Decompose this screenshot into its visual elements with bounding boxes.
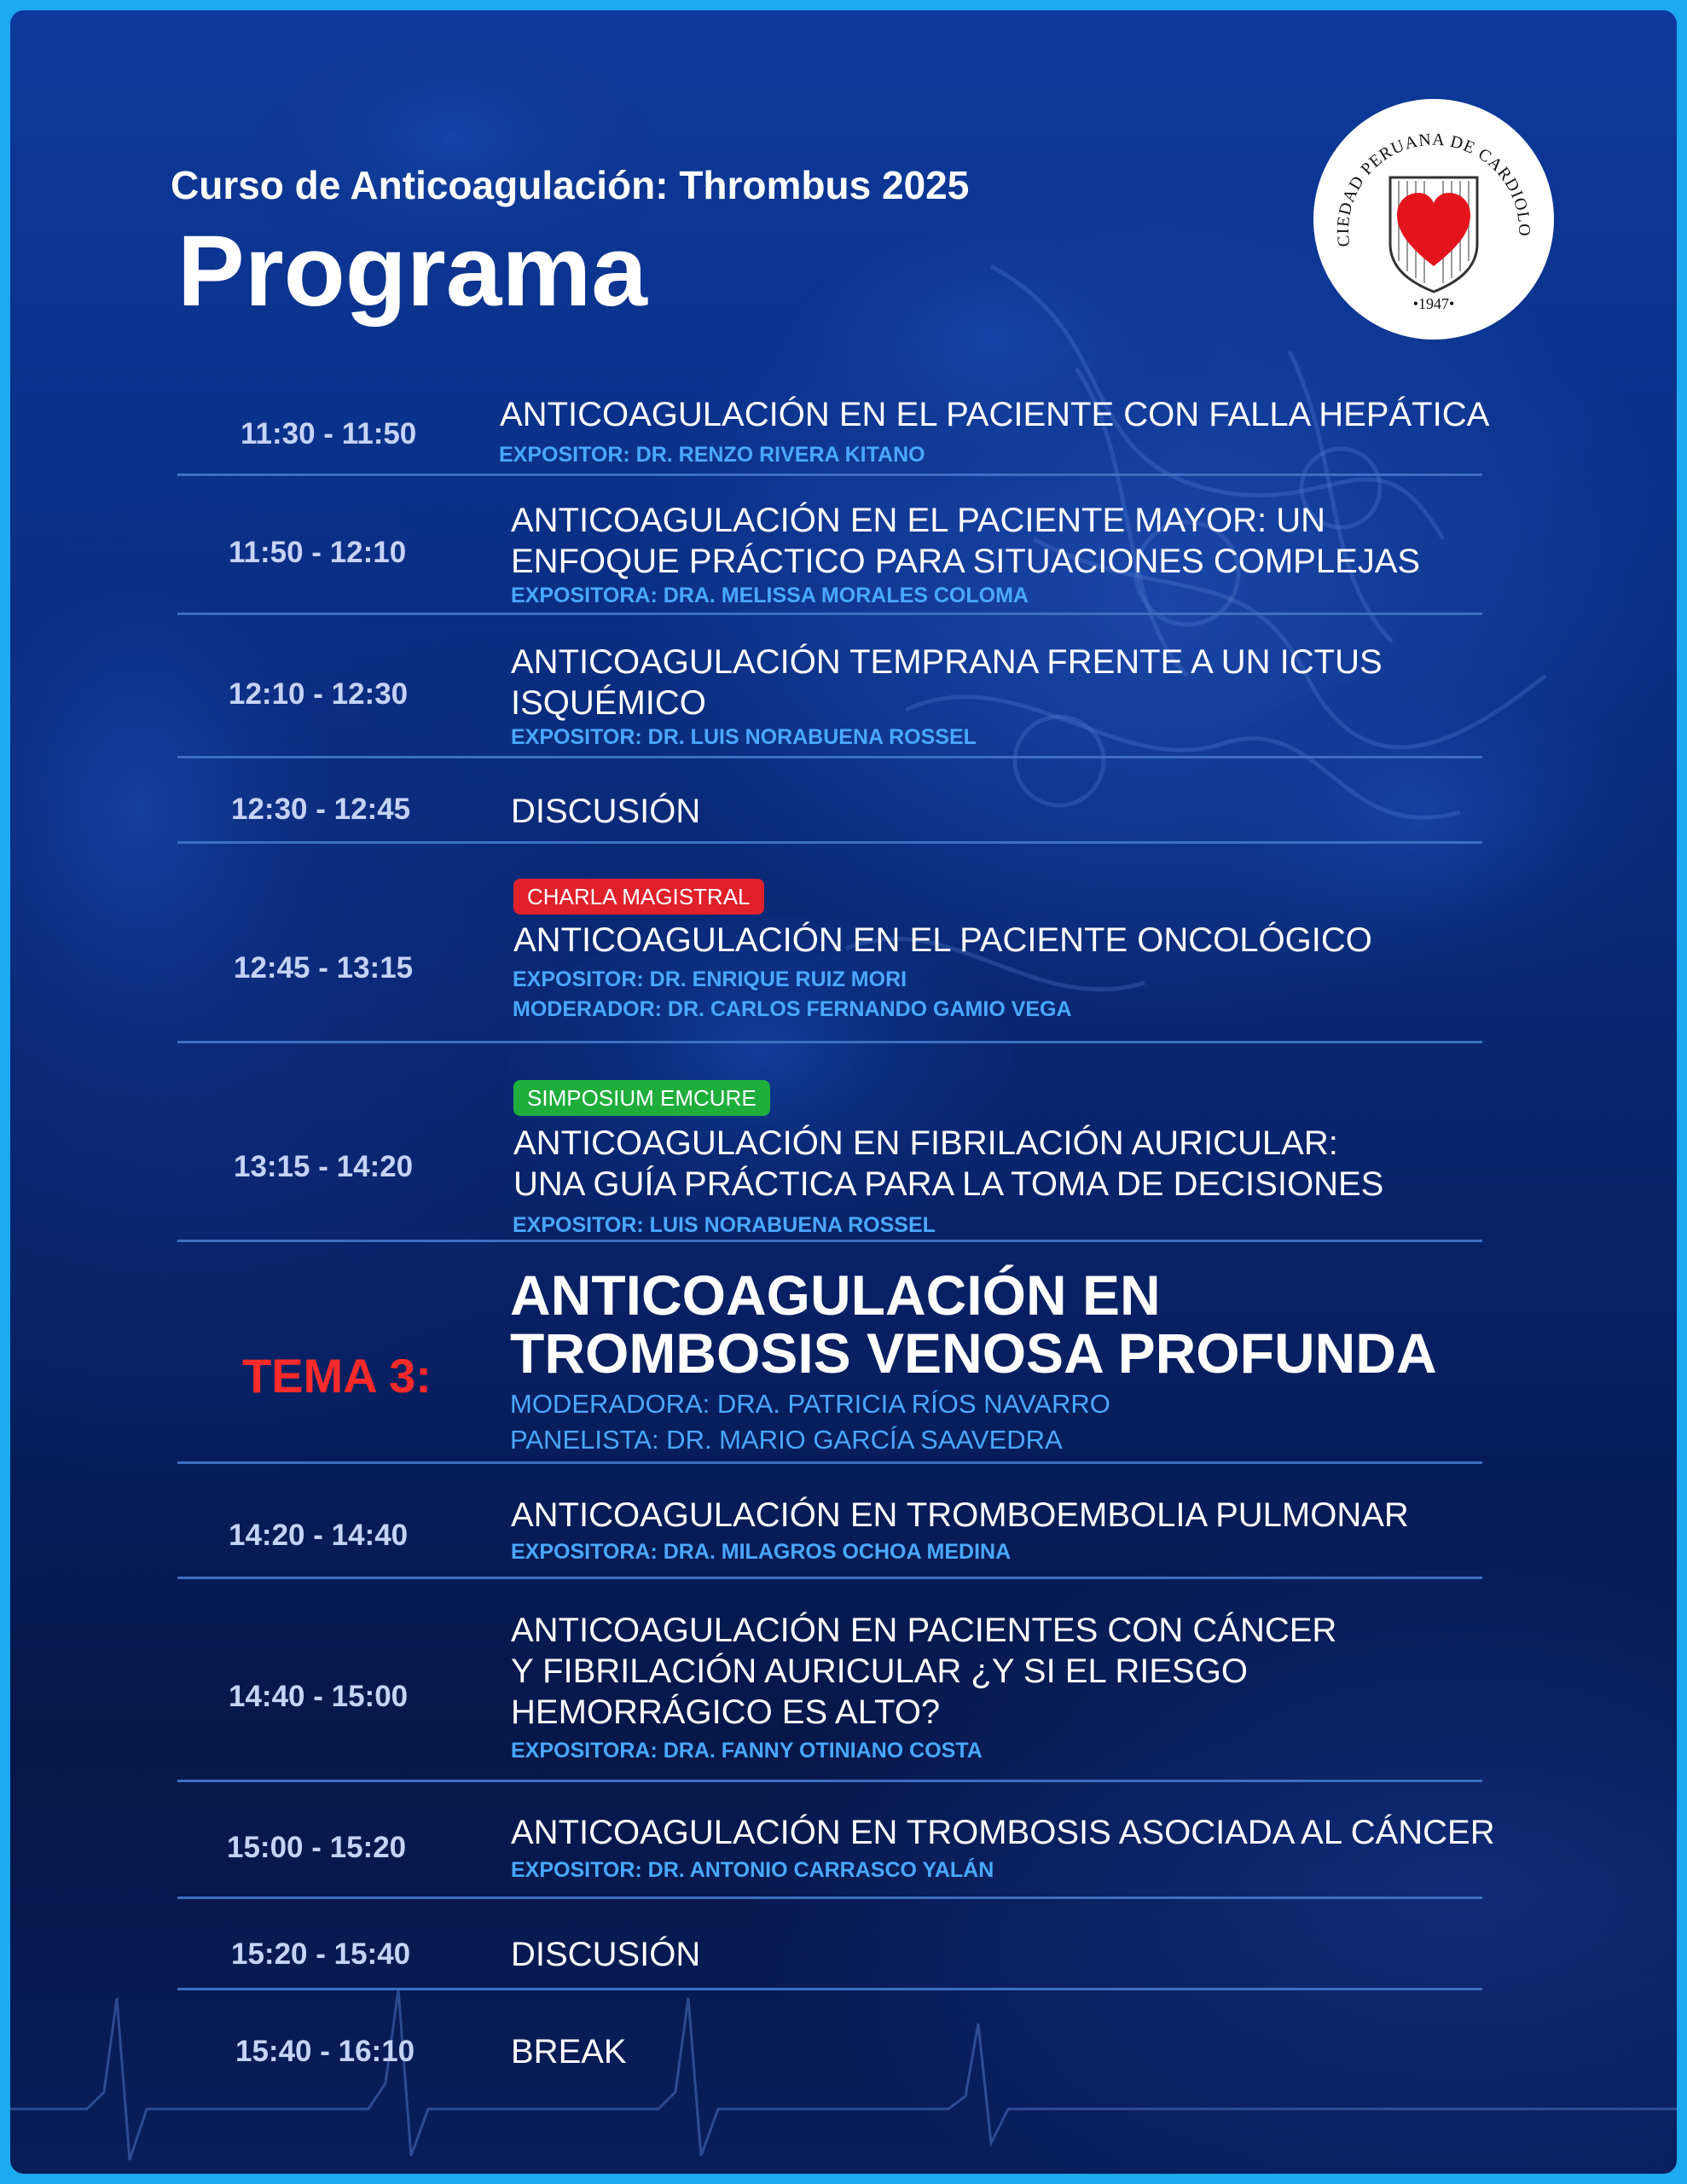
- row-divider: [177, 841, 1482, 844]
- session-title-line: Y FIBRILACIÓN AURICULAR ¿Y SI EL RIESGO: [511, 1653, 1248, 1690]
- session-title-line: ISQUÉMICO: [511, 684, 706, 722]
- session-speaker: EXPOSITOR: LUIS NORABUENA ROSSEL: [513, 1213, 936, 1237]
- session-time: 12:30 - 12:45: [231, 793, 411, 826]
- logo-ring-text: CIEDAD PERUANA DE CARDIOLO: [1333, 130, 1534, 248]
- session-time: 15:40 - 16:10: [235, 2035, 415, 2068]
- row-divider: [177, 1240, 1482, 1242]
- topic-title: [510, 1263, 1437, 1385]
- row-divider: [177, 1780, 1482, 1782]
- session-time: 11:30 - 11:50: [241, 417, 417, 450]
- topic-speaker: MODERADORA: DRA. PATRICIA RÍOS NAVARRO: [510, 1389, 1110, 1419]
- session-title: [513, 1123, 1383, 1205]
- session-badge: CHARLA MAGISTRAL: [513, 879, 764, 915]
- row-divider: [177, 1461, 1482, 1464]
- session-title-line: ANTICOAGULACIÓN EN FIBRILACIÓN AURICULAR:: [513, 1124, 1338, 1162]
- session-title: [511, 1610, 1336, 1733]
- topic-label: TEMA 3:: [242, 1349, 432, 1403]
- session-title-line: HEMORRÁGICO ES ALTO?: [511, 1693, 941, 1731]
- row-divider: [177, 473, 1482, 476]
- row-divider: [177, 1988, 1482, 1990]
- session-title-line: UNA GUÍA PRÁCTICA PARA LA TOMA DE DECISIONES: [513, 1165, 1384, 1203]
- session-title: [511, 1495, 1409, 1536]
- session-title-line: DISCUSIÓN: [511, 1936, 701, 1973]
- session-title: [511, 791, 700, 832]
- page-title: Programa: [177, 215, 647, 328]
- session-speaker: MODERADOR: DR. CARLOS FERNANDO GAMIO VEGA: [513, 997, 1072, 1021]
- session-title: [500, 394, 1489, 435]
- session-time: 13:15 - 14:20: [234, 1150, 414, 1183]
- session-time: 15:20 - 15:40: [231, 1937, 411, 1971]
- session-title-line: ANTICOAGULACIÓN EN TROMBOSIS ASOCIADA AL CÁNCER: [511, 1814, 1495, 1851]
- session-title: [513, 920, 1372, 961]
- session-time: 15:00 - 15:20: [227, 1831, 407, 1864]
- row-divider: [177, 1041, 1482, 1043]
- session-title: [511, 2031, 627, 2072]
- session-speaker: EXPOSITOR: DR. RENZO RIVERA KITANO: [499, 443, 925, 467]
- session-title-line: ANTICOAGULACIÓN EN EL PACIENTE ONCOLÓGICO: [513, 921, 1372, 959]
- row-divider: [177, 1896, 1482, 1899]
- session-title: [511, 500, 1420, 582]
- session-title-line: ANTICOAGULACIÓN TEMPRANA FRENTE A UN ICTUS: [511, 643, 1383, 681]
- session-speaker: EXPOSITOR: DR. ENRIQUE RUIZ MORI: [513, 967, 907, 991]
- topic-title-line: TROMBOSIS VENOSA PROFUNDA: [510, 1321, 1437, 1385]
- session-time: 14:20 - 14:40: [229, 1519, 409, 1552]
- session-title: [511, 642, 1383, 723]
- ekg-line-shape: [10, 1989, 1677, 2160]
- row-divider: [177, 756, 1482, 758]
- row-divider: [177, 1577, 1482, 1579]
- session-title-line: ANTICOAGULACIÓN EN PACIENTES CON CÁNCER: [511, 1612, 1337, 1649]
- session-title-line: BREAK: [511, 2033, 627, 2071]
- session-title: [511, 1812, 1495, 1853]
- session-title-line: ANTICOAGULACIÓN EN EL PACIENTE CON FALLA HEPÁTICA: [500, 396, 1490, 433]
- session-title-line: DISCUSIÓN: [511, 793, 701, 830]
- course-subtitle: Curso de Anticoagulación: Thrombus 2025: [171, 163, 970, 207]
- session-title: [511, 1934, 700, 1975]
- session-time: 14:40 - 15:00: [229, 1680, 409, 1713]
- session-time: 11:50 - 12:10: [229, 536, 407, 569]
- session-time: 12:10 - 12:30: [229, 677, 409, 711]
- session-title-line: ANTICOAGULACIÓN EN EL PACIENTE MAYOR: UN: [511, 502, 1325, 539]
- program-poster: [10, 10, 1677, 2174]
- session-speaker: EXPOSITORA: DRA. MELISSA MORALES COLOMA: [511, 584, 1029, 607]
- logo-year: •1947•: [1412, 295, 1455, 312]
- session-speaker: EXPOSITOR: DR. ANTONIO CARRASCO YALÁN: [511, 1858, 994, 1882]
- session-time: 12:45 - 13:15: [234, 951, 414, 985]
- blood-cell-shape: [10, 590, 343, 1136]
- session-speaker: EXPOSITOR: DR. LUIS NORABUENA ROSSEL: [511, 725, 977, 749]
- row-divider: [177, 613, 1482, 615]
- session-title-line: ANTICOAGULACIÓN EN TROMBOEMBOLIA PULMONAR: [511, 1496, 1409, 1534]
- blood-cell-shape: [1179, 676, 1656, 1017]
- session-speaker: EXPOSITORA: DRA. FANNY OTINIANO COSTA: [511, 1739, 983, 1763]
- society-logo: [1313, 99, 1554, 340]
- session-badge: SIMPOSIUM EMCURE: [513, 1080, 770, 1116]
- topic-speaker: PANELISTA: DR. MARIO GARCÍA SAAVEDRA: [510, 1425, 1063, 1455]
- session-title-line: ENFOQUE PRÁCTICO PARA SITUACIONES COMPLEJAS: [511, 543, 1421, 580]
- topic-title-line: ANTICOAGULACIÓN EN: [510, 1263, 1161, 1327]
- session-speaker: EXPOSITORA: DRA. MILAGROS OCHOA MEDINA: [511, 1540, 1012, 1564]
